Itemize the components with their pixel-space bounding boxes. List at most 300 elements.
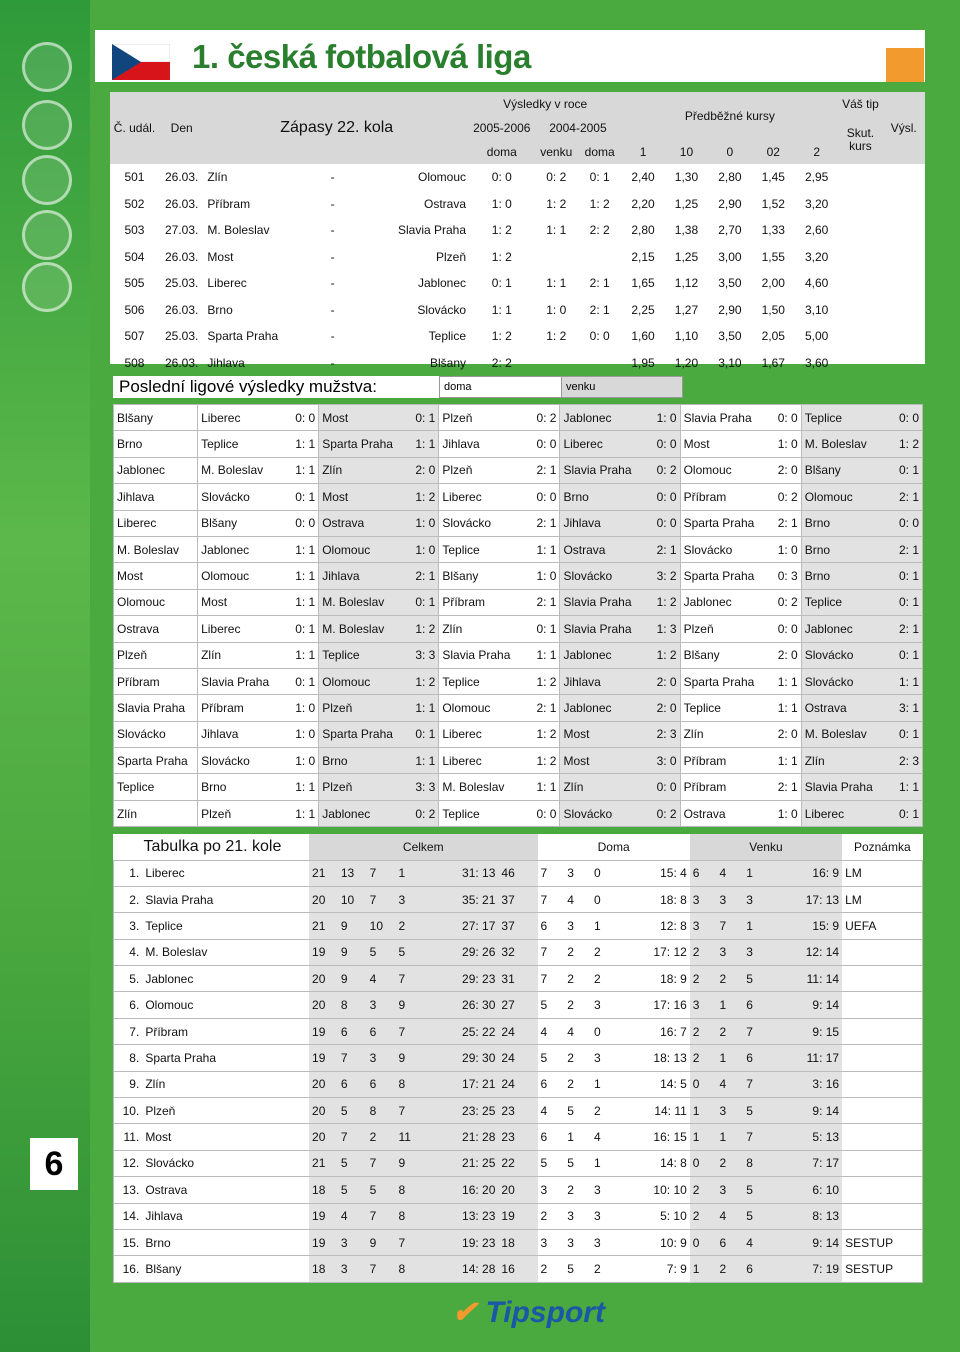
match-score: 0: 1 [407, 589, 439, 615]
note [842, 1018, 922, 1044]
note [842, 1150, 922, 1176]
away-goals: 6: 10 [770, 1177, 842, 1203]
match-score: 1: 2 [527, 721, 560, 747]
match-score: 0: 1 [889, 800, 922, 826]
match-score: 1: 2 [407, 616, 439, 642]
odds-value: 2,90 [718, 302, 742, 317]
tipsport-logo-text: Tipsport [485, 1296, 605, 1329]
total-draws: 7 [367, 1256, 396, 1282]
match-score: 0: 3 [768, 563, 801, 589]
opponent-name: Brno [801, 510, 889, 536]
header-day: Den [159, 92, 204, 164]
header-odds-1: 1 [621, 140, 664, 164]
match-score: 2: 3 [889, 748, 922, 774]
result-season-1: 1: 2 [491, 223, 512, 238]
recent-table-box [113, 404, 923, 826]
opponent-name: Slavia Praha [560, 457, 648, 483]
tip-cell [838, 270, 882, 297]
note: SESTUP [842, 1229, 922, 1255]
total-matches-played: 21 [309, 913, 338, 939]
home-wins: 7 [538, 939, 565, 965]
orange-marker [886, 48, 924, 82]
away-draws: 1 [717, 992, 744, 1018]
match-score: 0: 2 [407, 800, 439, 826]
result-season-1: 1: 0 [491, 196, 512, 211]
match-score: 0: 1 [286, 668, 319, 694]
odds-value: 2,90 [718, 196, 742, 211]
match-row [110, 270, 925, 297]
match-score: 1: 2 [407, 668, 439, 694]
result-cell [883, 191, 925, 218]
away-losses: 7 [743, 1071, 770, 1097]
position: 6. [114, 992, 143, 1018]
total-goals: 27: 17 [424, 913, 498, 939]
match-score: 2: 0 [768, 457, 801, 483]
header-home: doma [578, 140, 621, 164]
total-points: 24 [498, 1045, 537, 1071]
opponent-name: Sparta Praha [319, 721, 407, 747]
team-name: Liberec [114, 510, 198, 536]
tip-cell [838, 164, 882, 191]
team-name: Příbram [114, 668, 198, 694]
recent-row [114, 536, 923, 562]
away-losses: 4 [743, 1229, 770, 1255]
away-wins: 2 [690, 966, 717, 992]
home-wins: 2 [538, 1203, 565, 1229]
event-number: 501 [124, 170, 145, 185]
match-score: 0: 0 [648, 431, 680, 457]
position: 4. [114, 939, 143, 965]
match-score: 2: 1 [527, 457, 560, 483]
total-losses: 8 [395, 1203, 424, 1229]
total-matches-played: 19 [309, 1229, 338, 1255]
total-wins: 8 [338, 992, 367, 1018]
opponent-name: M. Boleslav [801, 721, 889, 747]
tipsport-logo-mark-icon: ✔ [452, 1296, 478, 1329]
match-score: 1: 1 [286, 642, 319, 668]
result-cell [883, 350, 925, 377]
home-wins: 4 [538, 1098, 565, 1124]
opponent-name: Jihlava [560, 668, 648, 694]
football-icon [22, 42, 72, 92]
standings-row [114, 913, 923, 939]
standings-box [113, 834, 923, 1282]
event-number: 507 [124, 329, 145, 344]
match-score: 1: 1 [407, 748, 439, 774]
odds-value: 3,60 [805, 355, 829, 370]
position: 3. [114, 913, 143, 939]
match-score: 1: 1 [768, 668, 801, 694]
opponent-name: Most [198, 589, 286, 615]
total-goals: 17: 21 [424, 1071, 498, 1097]
note [842, 992, 922, 1018]
away-team: Slavia Praha [397, 223, 467, 238]
team-name: Jablonec [114, 457, 198, 483]
total-losses: 8 [395, 1071, 424, 1097]
total-points: 24 [498, 1071, 537, 1097]
event-number: 508 [124, 355, 145, 370]
opponent-name: Blšany [198, 510, 286, 536]
home-draws: 2 [564, 1071, 591, 1097]
match-score: 1: 1 [286, 563, 319, 589]
away-team: Plzeň [436, 249, 467, 264]
home-wins: 5 [538, 1045, 565, 1071]
match-date: 26.03. [165, 249, 199, 264]
home-draws: 5 [564, 1098, 591, 1124]
total-wins: 3 [338, 1256, 367, 1282]
away-draws: 2 [717, 1150, 744, 1176]
header-tip: Váš tip [838, 92, 882, 116]
away-goals: 16: 9 [770, 860, 842, 886]
standings-row [114, 1150, 923, 1176]
total-wins: 7 [338, 1124, 367, 1150]
opponent-name: Jablonec [801, 616, 889, 642]
away-wins: 2 [690, 1203, 717, 1229]
result-season-1: 0: 0 [491, 170, 512, 185]
home-draws: 3 [564, 1229, 591, 1255]
opponent-name: Zlín [680, 721, 768, 747]
match-score: 1: 0 [768, 431, 801, 457]
total-wins: 5 [338, 1150, 367, 1176]
match-score: 1: 1 [407, 431, 439, 457]
position: 12. [114, 1150, 143, 1176]
home-wins: 3 [538, 1177, 565, 1203]
away-goals: 11: 17 [770, 1045, 842, 1071]
away-goals: 8: 13 [770, 1203, 842, 1229]
total-draws: 2 [367, 1124, 396, 1150]
match-score: 0: 1 [889, 589, 922, 615]
home-losses: 1 [591, 913, 618, 939]
home-losses: 3 [591, 1229, 618, 1255]
away-draws: 3 [717, 939, 744, 965]
home-wins: 5 [538, 992, 565, 1018]
result-season-2-home [535, 350, 578, 377]
home-losses: 0 [591, 1018, 618, 1044]
match-score: 0: 1 [889, 642, 922, 668]
match-score: 1: 1 [527, 774, 560, 800]
event-number: 502 [124, 196, 145, 211]
home-team: Příbram [207, 196, 251, 211]
opponent-name: Plzeň [680, 616, 768, 642]
away-losses: 5 [743, 966, 770, 992]
team-name: Blšany [114, 405, 198, 431]
odds-value: 1,55 [761, 249, 785, 264]
away-wins: 1 [690, 1098, 717, 1124]
away-draws: 1 [717, 1124, 744, 1150]
home-draws: 1 [564, 1124, 591, 1150]
home-losses: 3 [591, 1177, 618, 1203]
total-matches-played: 20 [309, 966, 338, 992]
home-team: Jihlava [207, 355, 245, 370]
total-points: 31 [498, 966, 537, 992]
total-points: 22 [498, 1150, 537, 1176]
match-score: 1: 1 [286, 536, 319, 562]
total-wins: 7 [338, 1045, 367, 1071]
match-score: 2: 1 [527, 510, 560, 536]
opponent-name: Slovácko [560, 800, 648, 826]
total-matches-played: 20 [309, 1124, 338, 1150]
separator: - [330, 196, 335, 211]
home-losses: 1 [591, 1150, 618, 1176]
home-losses: 2 [591, 966, 618, 992]
result-season-1: 1: 2 [491, 249, 512, 264]
match-score: 2: 1 [527, 695, 560, 721]
opponent-name: M. Boleslav [439, 774, 527, 800]
total-wins: 10 [338, 886, 367, 912]
team-name: Slavia Praha [114, 695, 198, 721]
opponent-name: Olomouc [319, 536, 407, 562]
team-name: Příbram [142, 1018, 309, 1044]
odds-value: 5,00 [805, 329, 829, 344]
total-wins: 5 [338, 1098, 367, 1124]
total-draws: 7 [367, 1150, 396, 1176]
position: 9. [114, 1071, 143, 1097]
match-score: 0: 1 [527, 616, 560, 642]
total-wins: 9 [338, 966, 367, 992]
position: 8. [114, 1045, 143, 1071]
standings-row [114, 886, 923, 912]
position: 13. [114, 1177, 143, 1203]
total-wins: 13 [338, 860, 367, 886]
odds-value: 2,80 [631, 223, 655, 238]
result-season-2-home: 1: 2 [546, 329, 567, 344]
header-round: Zápasy 22. kola [204, 92, 469, 164]
header-home: doma [469, 140, 535, 164]
separator: - [330, 355, 335, 370]
separator: - [330, 170, 335, 185]
home-losses: 0 [591, 860, 618, 886]
total-losses: 7 [395, 966, 424, 992]
note: LM [842, 886, 922, 912]
away-team: Teplice [428, 329, 467, 344]
odds-value: 4,60 [805, 276, 829, 291]
match-score: 1: 0 [407, 536, 439, 562]
position: 14. [114, 1203, 143, 1229]
total-wins: 6 [338, 1071, 367, 1097]
opponent-name: Liberec [439, 721, 527, 747]
standings-row [114, 992, 923, 1018]
opponent-name: Jablonec [560, 642, 648, 668]
match-score: 1: 1 [286, 800, 319, 826]
opponent-name: Zlín [560, 774, 648, 800]
total-draws: 10 [367, 913, 396, 939]
match-date: 26.03. [165, 170, 199, 185]
result-season-2-home [535, 244, 578, 271]
opponent-name: Slovácko [560, 563, 648, 589]
team-name: Teplice [114, 774, 198, 800]
match-score: 1: 2 [407, 484, 439, 510]
match-score: 0: 0 [527, 431, 560, 457]
match-score: 1: 1 [286, 774, 319, 800]
match-score: 2: 0 [768, 642, 801, 668]
total-draws: 4 [367, 966, 396, 992]
opponent-name: Ostrava [801, 695, 889, 721]
total-matches-played: 19 [309, 1018, 338, 1044]
total-points: 23 [498, 1124, 537, 1150]
header-away: venku [535, 140, 578, 164]
match-score: 1: 1 [407, 695, 439, 721]
match-score: 1: 0 [648, 405, 680, 431]
recent-row [114, 510, 923, 536]
opponent-name: Most [319, 405, 407, 431]
away-wins: 1 [690, 1256, 717, 1282]
away-wins: 2 [690, 1018, 717, 1044]
total-losses: 7 [395, 1098, 424, 1124]
away-losses: 5 [743, 1098, 770, 1124]
result-season-2-home: 0: 2 [546, 170, 567, 185]
total-draws: 9 [367, 1229, 396, 1255]
header-odds-2: 2 [795, 140, 838, 164]
odds-value: 2,15 [631, 249, 655, 264]
home-goals: 17: 12 [618, 939, 690, 965]
match-date: 25.03. [165, 329, 199, 344]
result-cell [883, 217, 925, 244]
opponent-name: Teplice [198, 431, 286, 457]
header-odds-10: 10 [665, 140, 708, 164]
recent-row [114, 484, 923, 510]
home-draws: 2 [564, 1177, 591, 1203]
event-number: 504 [124, 249, 145, 264]
home-wins: 2 [538, 1256, 565, 1282]
separator: - [330, 223, 335, 238]
standings-row [114, 1256, 923, 1282]
odds-value: 1,38 [674, 223, 699, 238]
total-points: 24 [498, 1018, 537, 1044]
opponent-name: Olomouc [198, 563, 286, 589]
opponent-name: Slavia Praha [560, 616, 648, 642]
home-goals: 10: 10 [618, 1177, 690, 1203]
opponent-name: Blšany [680, 642, 768, 668]
odds-value: 1,95 [631, 355, 655, 370]
away-losses: 8 [743, 1150, 770, 1176]
result-cell [883, 297, 925, 324]
match-score: 0: 0 [648, 510, 680, 536]
total-draws: 6 [367, 1018, 396, 1044]
header-results: Výsledky v roce [469, 92, 621, 116]
home-wins: 5 [538, 1150, 565, 1176]
opponent-name: Teplice [801, 405, 889, 431]
position: 7. [114, 1018, 143, 1044]
odds-value: 1,52 [761, 196, 785, 211]
total-goals: 35: 21 [424, 886, 498, 912]
result-season-2-away [578, 350, 621, 377]
team-name: Liberec [142, 860, 309, 886]
odds-value: 2,80 [718, 170, 742, 185]
match-score: 1: 2 [527, 668, 560, 694]
match-score: 1: 1 [527, 536, 560, 562]
total-draws: 3 [367, 1045, 396, 1071]
recent-row [114, 589, 923, 615]
home-draws: 2 [564, 992, 591, 1018]
total-matches-played: 20 [309, 992, 338, 1018]
total-draws: 5 [367, 1177, 396, 1203]
match-score: 0: 0 [527, 800, 560, 826]
odds-value: 1,33 [761, 223, 785, 238]
note [842, 1071, 922, 1097]
recent-row [114, 800, 923, 826]
total-matches-played: 20 [309, 1098, 338, 1124]
recent-row [114, 405, 923, 431]
away-draws: 3 [717, 1098, 744, 1124]
home-wins: 6 [538, 1071, 565, 1097]
opponent-name: Brno [560, 484, 648, 510]
match-score: 1: 1 [286, 589, 319, 615]
separator: - [330, 276, 335, 291]
home-team: Zlín [207, 170, 228, 185]
match-score: 2: 1 [768, 774, 801, 800]
match-date: 27.03. [165, 223, 199, 238]
away-draws: 2 [717, 1256, 744, 1282]
total-matches-played: 19 [309, 1203, 338, 1229]
note [842, 1203, 922, 1229]
match-score: 2: 3 [648, 721, 680, 747]
odds-value: 2,05 [761, 329, 785, 344]
opponent-name: Sparta Praha [319, 431, 407, 457]
opponent-name: Příbram [680, 748, 768, 774]
odds-value: 3,50 [718, 329, 742, 344]
away-losses: 1 [743, 913, 770, 939]
position: 1. [114, 860, 143, 886]
club-badge-icon [22, 262, 72, 312]
opponent-name: Slovácko [801, 668, 889, 694]
note [842, 1177, 922, 1203]
odds-value: 1,30 [674, 170, 699, 185]
opponent-name: Slavia Praha [680, 405, 768, 431]
opponent-name: Teplice [439, 800, 527, 826]
total-draws: 6 [367, 1071, 396, 1097]
result-season-2-away: 0: 0 [589, 329, 610, 344]
opponent-name: Brno [801, 563, 889, 589]
note [842, 966, 922, 992]
away-team: Slovácko [417, 302, 467, 317]
czech-flag-icon [112, 44, 170, 80]
home-goals: 5: 10 [618, 1203, 690, 1229]
match-score: 1: 0 [286, 695, 319, 721]
opponent-name: Most [560, 721, 648, 747]
team-name: Blšany [142, 1256, 309, 1282]
result-season-2-away [578, 244, 621, 271]
match-score: 1: 1 [286, 431, 319, 457]
match-score: 0: 1 [407, 721, 439, 747]
opponent-name: Liberec [801, 800, 889, 826]
decorative-sidebar [0, 0, 90, 1352]
away-goals: 9: 14 [770, 992, 842, 1018]
standings-row [114, 1124, 923, 1150]
match-score: 2: 0 [768, 721, 801, 747]
team-name: Slovácko [114, 721, 198, 747]
away-goals: 7: 17 [770, 1150, 842, 1176]
home-goals: 15: 4 [618, 860, 690, 886]
home-goals: 14: 11 [618, 1098, 690, 1124]
total-losses: 9 [395, 1045, 424, 1071]
odds-value: 2,60 [805, 223, 829, 238]
result-season-2-home: 1: 1 [546, 276, 567, 291]
match-score: 0: 0 [768, 405, 801, 431]
header-result: Výsl. [883, 92, 925, 164]
away-wins: 1 [690, 1124, 717, 1150]
away-draws: 3 [717, 1177, 744, 1203]
header-odds-02: 02 [752, 140, 795, 164]
opponent-name: Olomouc [439, 695, 527, 721]
opponent-name: Slavia Praha [560, 589, 648, 615]
away-wins: 2 [690, 1177, 717, 1203]
result-season-1: 1: 1 [491, 302, 512, 317]
team-name: Zlín [114, 800, 198, 826]
total-losses: 5 [395, 939, 424, 965]
opponent-name: Slovácko [198, 748, 286, 774]
team-name: M. Boleslav [114, 536, 198, 562]
opponent-name: Liberec [560, 431, 648, 457]
